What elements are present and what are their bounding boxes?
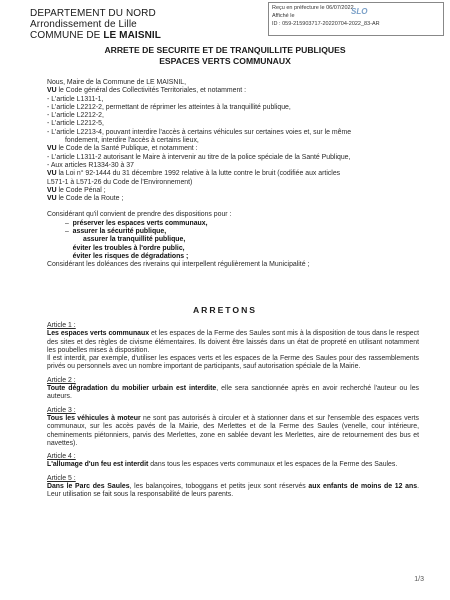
vu-cgct: VU le Code général des Collectivités Territoriales, et notamment : <box>47 87 247 95</box>
receipt-date: Reçu en préfecture le 06/07/2022 <box>272 5 354 11</box>
article-text: Les espaces verts communaux et les espaces de la Ferme des Saules sont mis à la disposition de tous dans le respect des sites et des règles de civisme élémentaires. Ils doivent être laissés dans un état de propreté en utilisant notamment les poubelles mises à disposition. <box>47 330 419 354</box>
article-heading: Article 4 : <box>47 453 76 461</box>
preamble <box>47 79 419 270</box>
article-text: Dans le Parc des Saules, les balançoires, toboggans et petits jeux sont réservés aux enfants de moins de 12 ans. Leur utilisation se fait sous la responsabilité de leurs parents. <box>47 483 419 499</box>
article-heading: Article 5 : <box>47 474 76 482</box>
vu-sante: VU le Code de la Santé Publique, et notamment : <box>47 145 198 153</box>
page-number: 1/3 <box>414 576 424 583</box>
document-title <box>0 45 450 67</box>
department-line: DEPARTEMENT DU NORD <box>30 8 156 19</box>
title-line-2: ESPACES VERTS COMMUNAUX <box>159 56 291 66</box>
goal-item: éviter les risques de dégradations ; <box>72 252 189 260</box>
list-item: - L'article L2212-5, <box>47 120 104 128</box>
vu-loi-bruit: VU la Loi n° 92-1444 du 31 décembre 1992 relative à la lutte contre le bruit (codifiée aux articles <box>47 170 341 178</box>
considerant-2: Considérant les doléances des riverains qui interpellent régulièrement la Municipalité ; <box>47 261 310 269</box>
commune-line: COMMUNE DE LE MAISNIL <box>30 30 161 41</box>
arrondissement-line: Arrondissement de Lille <box>30 19 137 30</box>
commune-name: LE MAISNIL <box>103 30 161 41</box>
goal-item: éviter les troubles à l'ordre public, <box>72 244 185 252</box>
list-item: - L'article L2212-2, <box>47 112 104 120</box>
goal-item: assurer la tranquillité publique, <box>83 236 186 244</box>
considerant-1: Considérant qu'il convient de prendre des dispositions pour : <box>47 211 232 219</box>
list-item: - L'article L2213-4, pouvant interdire l'accès à certains véhicules sur certaines voies et, sur le même <box>47 128 352 136</box>
article-text: Tous les véhicules à moteur ne sont pas autorisés à circuler et à stationner dans et sur l'ensemble des espaces verts communaux, sur les accès pavés de la Mairie, des Merlettes et de la Ferme des Saules (venelle, cour intérieure, cheminements piétonniers, parvis des Merlettes, zone en sablée devant les Merlettes, aire de retournement des bus et navettes). <box>47 414 419 447</box>
article-heading: Article 2 : <box>47 376 76 384</box>
act-id: ID : 059-215903717-20220704-2022_83-AR <box>272 21 380 27</box>
goal-item: – assurer la sécurité publique, <box>65 228 167 236</box>
list-item: - Aux articles R1334-30 à 37 <box>47 161 134 169</box>
articles <box>47 322 419 500</box>
list-item: - L'article L1311-2 autorisant le Maire à intervenir au titre de la police spéciale de la Santé Publique, <box>47 153 351 161</box>
article-heading: Article 3 : <box>47 406 76 414</box>
list-item: - L'article L1311-1, <box>47 95 104 103</box>
goal-item: – préserver les espaces verts communaux, <box>65 219 208 227</box>
title-line-1: ARRETE DE SECURITE ET DE TRANQUILLITE PUBLIQUES <box>104 45 346 55</box>
article-text: Toute dégradation du mobilier urbain est interdite, elle sera sanctionnée après en avoir recherché l'auteur ou les auteurs. <box>47 385 419 401</box>
article-text: L'allumage d'un feu est interdit dans tous les espaces verts communaux et les espaces de la Ferme des Saules. <box>47 461 398 469</box>
issuing-authority <box>30 8 161 41</box>
article-text: Il est interdit, par exemple, d'utiliser les espaces verts et les espaces de la Ferme des Saules pour des rassemblements privés ou personnels avec un nombre important de participants, sauf autorisation spéciale de la Mairie. <box>47 355 419 371</box>
vu-code-route: VU le Code de la Route ; <box>47 195 124 203</box>
article-heading: Article 1 : <box>47 322 76 329</box>
posted-on: Affiché le <box>272 13 295 19</box>
mayor-intro: Nous, Maire de la Commune de LE MAISNIL, <box>47 79 187 86</box>
vu-loi-bruit-cont: L571-1 à L571-26 du Code de l'Environnement) <box>47 178 193 186</box>
list-item: fondement, interdire l'accès à certains lieux, <box>65 137 199 145</box>
seal-mark: SLO <box>351 7 368 16</box>
arretons-heading: ARRETONS <box>192 305 258 315</box>
list-item: - L'article L2212-2, permettant de réprimer les atteintes à la tranquillité publique, <box>47 103 291 111</box>
prefecture-receipt-stamp <box>268 2 444 36</box>
vu-code-penal: VU le Code Pénal ; <box>47 186 106 194</box>
